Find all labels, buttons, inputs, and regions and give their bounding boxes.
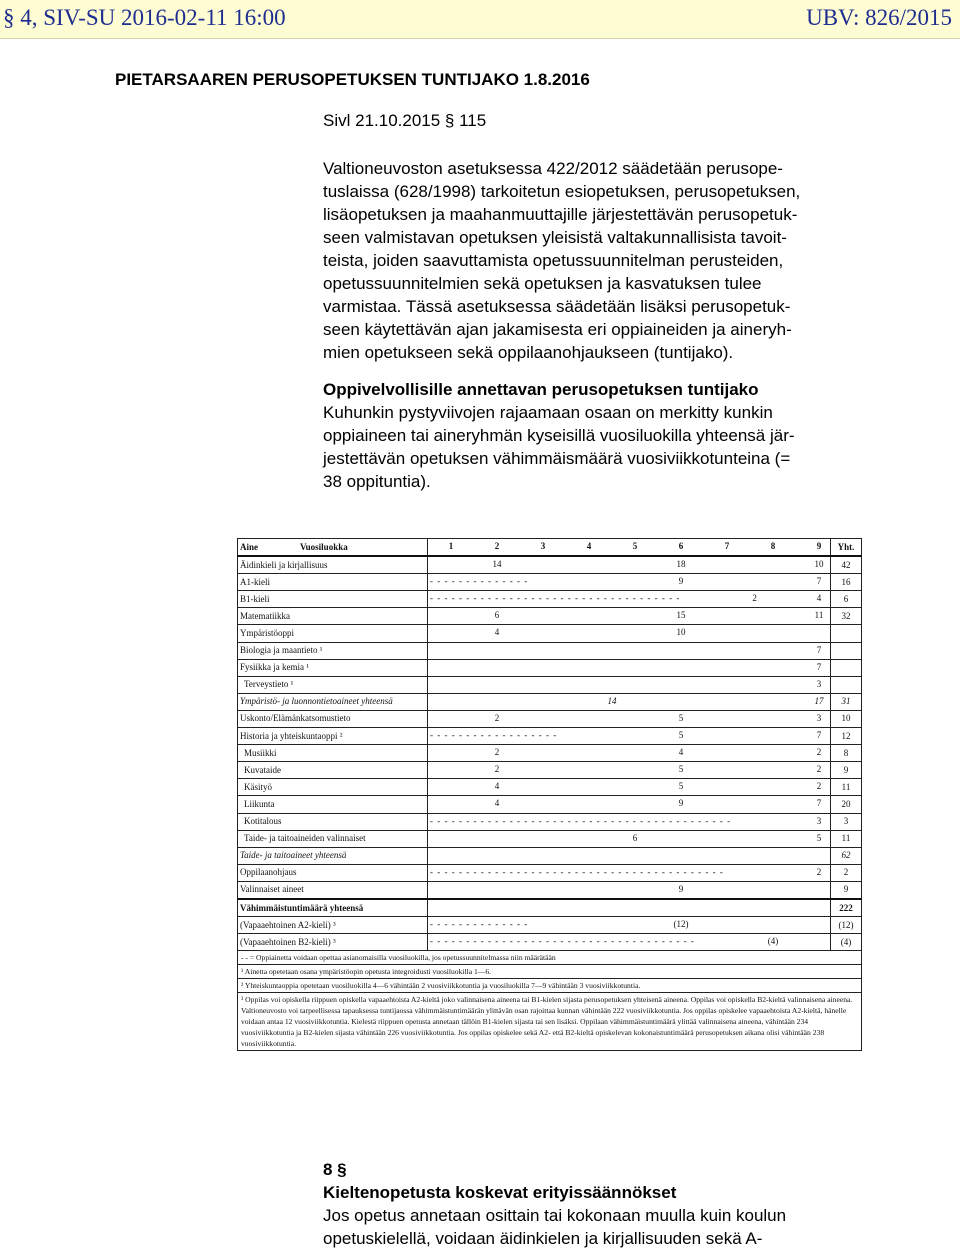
total-cell: 16 <box>831 574 862 591</box>
grade-value: 5 <box>678 730 684 741</box>
paragraph-line: Valtioneuvoston asetuksessa 422/2012 säädetään perusope- <box>323 159 783 178</box>
table-row <box>238 881 862 899</box>
table-row <box>238 693 862 710</box>
header-grade-number: 3 <box>540 541 546 551</box>
grade-values-cell <box>428 830 831 847</box>
grade-value: 4 <box>494 798 500 809</box>
header-grade-number: 8 <box>770 541 776 551</box>
grade-values-cell <box>428 625 831 642</box>
grade-values-cell <box>428 864 831 881</box>
table-row <box>238 762 862 779</box>
grade-value: 2 <box>816 781 822 792</box>
table-row <box>238 608 862 625</box>
table-footnote: ² Yhteiskuntaoppia opetetaan vuosiluokilla 4—6 vähintään 2 vuosiviikkotuntia ja vuosiluokilla 7—9 vähintään 3 vuosiviikkotuntia. <box>238 979 862 993</box>
table-row <box>238 745 862 762</box>
section-number: 8 § <box>323 1160 347 1179</box>
grade-values-cell <box>428 693 831 710</box>
header-grade-number: 9 <box>816 541 822 551</box>
paragraph-line: opetuskielellä, voidaan äidinkielen ja kirjallisuuden sekä A- <box>323 1229 763 1248</box>
subject-cell: B1-kieli <box>238 591 428 608</box>
grade-values-cell <box>428 710 831 727</box>
grade-value: 2 <box>816 764 822 775</box>
table-row <box>238 899 862 917</box>
total-cell <box>831 676 862 693</box>
grade-value: 2 <box>816 866 822 877</box>
paragraph-line: oppiaineen tai aineryhmän kyseisillä vuosiluokilla yhteensä jär- <box>323 426 795 445</box>
grade-value: 2 <box>752 593 757 604</box>
section-8 <box>323 1158 883 1250</box>
grade-value: 7 <box>816 661 822 672</box>
grade-values-cell <box>428 659 831 676</box>
subject-cell: Käsityö <box>238 779 428 796</box>
grade-value: 3 <box>816 712 822 723</box>
hours-table-grid <box>237 538 862 1051</box>
subject-cell: Uskonto/Elämänkatsomustieto <box>238 710 428 727</box>
subject-cell: Taide- ja taitoaineet yhteensä <box>238 847 428 864</box>
optional-dash-line: - - - - - - - - - - - - - - - - - - - - - - - - - - - - - - - - - - - <box>430 593 681 604</box>
subject-cell: Matematiikka <box>238 608 428 625</box>
header-grade-number: 1 <box>448 541 454 551</box>
grade-values-cell <box>428 556 831 574</box>
table-row <box>238 917 862 934</box>
table-row <box>238 676 862 693</box>
total-cell: 6 <box>831 591 862 608</box>
table-row <box>238 934 862 951</box>
total-cell: 9 <box>831 762 862 779</box>
table-row <box>238 830 862 847</box>
grade-value: 14 <box>607 695 617 706</box>
subject-cell: Biologia ja maantieto ¹ <box>238 642 428 659</box>
table-footnote: ³ Oppilas voi opiskella riippuen opiskella vapaaehtoista A2-kieltä joko valinnaisena aineena tai B1-kielen sijasta perusopetuksen yhteisenä aineena. Oppilas voi opiskella B2-kieltä valinnaisena aineena. Valtioneuvosto voi tarpeellisessa tapauksessa tuntijaossa vähimmäistuntimäärän ylittävän osan rajoittaa kunnan vähintään 222 vuosiviikkotuntia. Jos oppilas opiskelee vapaaehtoista A2-kieltä, hänelle voidaan antaa 12 vuosiviikkotuntia. Kielestä riippuen opetusta annetaan tällöin B1-kielen sijasta tai sen lisäksi. Oppilaan vähimmäistuntimäärä ylittää valinnaisena aineena, vähintään 234 vuosiviikkotuntia ja B2-kielen sijasta vähintään 226 vuosiviikkotuntia. Jos oppilas opiskelee sekä A2- että B2-kieltä opiskelevan kokonaistuntimäärä perusopetuksen aikana olisi vähintään 238 vuosiviikkotuntia. <box>238 993 862 1051</box>
subject-cell: Kuvataide <box>238 762 428 779</box>
subject-cell: Oppilaanohjaus <box>238 864 428 881</box>
paragraph-line: opetussuunnitelmien sekä opetuksen ja kasvatuksen tulee <box>323 274 762 293</box>
paragraph-line: seen käytettävän ajan jakamisesta eri oppiaineiden ja aineryh- <box>323 320 792 339</box>
table-row <box>238 847 862 864</box>
grade-value: 11 <box>814 610 824 621</box>
total-cell: 11 <box>831 779 862 796</box>
total-cell: 31 <box>831 693 862 710</box>
total-cell <box>831 625 862 642</box>
subject-cell: Musiikki <box>238 745 428 762</box>
paragraph-line: mien opetukseen sekä oppilaanohjaukseen (tuntijako). <box>323 343 734 362</box>
table-row <box>238 574 862 591</box>
section-heading: Kieltenopetusta koskevat erityissäännökset <box>323 1183 677 1202</box>
grade-value: 9 <box>678 798 684 809</box>
subject-cell: A1-kieli <box>238 574 428 591</box>
table-row <box>238 591 862 608</box>
grade-value: 4 <box>816 593 822 604</box>
grade-value: 2 <box>494 712 500 723</box>
grade-value: 4 <box>494 627 500 638</box>
grade-value: 5 <box>678 781 684 792</box>
intro-paragraph <box>323 157 863 364</box>
total-cell: 32 <box>831 608 862 625</box>
subject-cell: Vähimmäistuntimäärä yhteensä <box>238 899 428 917</box>
total-cell <box>831 642 862 659</box>
total-cell: 12 <box>831 728 862 745</box>
table-row <box>238 796 862 813</box>
grade-value: 6 <box>632 832 638 843</box>
table-row <box>238 659 862 676</box>
optional-dash-line: - - - - - - - - - - - - - - - - - - - - - - - - - - - - - - - - - - - - - <box>430 936 695 947</box>
grade-values-cell <box>428 762 831 779</box>
header-total-cell: Yht. <box>831 539 862 557</box>
grade-value: 10 <box>814 559 824 570</box>
table-note-row <box>238 993 862 1051</box>
total-cell: 62 <box>831 847 862 864</box>
header-subject-cell <box>238 539 428 557</box>
total-cell: (4) <box>831 934 862 951</box>
header-case-number: UBV: 826/2015 <box>806 5 952 30</box>
total-cell: 9 <box>831 881 862 899</box>
grade-values-cell <box>428 728 831 745</box>
timetable-description <box>323 378 863 493</box>
grade-value: 6 <box>494 610 500 621</box>
table-footnote: - - = Oppiainetta voidaan opettaa asianomaisilla vuosiluokilla, jos opetussuunnitelmassa niin määrätään <box>238 951 862 965</box>
header-aine: Aine <box>240 541 258 552</box>
section-heading: Oppivelvollisille annettavan perusopetuksen tuntijako <box>323 380 759 399</box>
header-grade-number: 5 <box>632 541 638 551</box>
grade-values-cell <box>428 608 831 625</box>
grade-values-cell <box>428 779 831 796</box>
header-meeting-reference: § 4, SIV-SU 2016-02-11 16:00 <box>3 5 286 30</box>
grade-values-cell <box>428 899 831 917</box>
grade-values-cell <box>428 642 831 659</box>
table-header-row <box>238 539 862 557</box>
grade-values-cell <box>428 574 831 591</box>
paragraph-line: Kuhunkin pystyviivojen rajaamaan osaan on merkitty kunkin <box>323 403 773 422</box>
header-vuosiluokka: Vuosiluokka <box>300 541 348 552</box>
subject-cell: Terveystieto ¹ <box>238 676 428 693</box>
grade-value: 2 <box>494 747 500 758</box>
grade-value: (4) <box>767 936 779 947</box>
grade-value: 10 <box>676 627 686 638</box>
optional-dash-line: - - - - - - - - - - - - - - <box>430 919 529 930</box>
grade-values-cell <box>428 745 831 762</box>
grade-value: 5 <box>816 832 822 843</box>
paragraph-line: teista, joiden saavuttamista opetussuunnitelman perusteiden, <box>323 251 784 270</box>
table-note-row <box>238 979 862 993</box>
grade-value: 14 <box>492 559 502 570</box>
total-cell: 222 <box>831 899 862 917</box>
optional-dash-line: - - - - - - - - - - - - - - - - - - - - - - - - - - - - - - - - - - - - - - - - - - <box>430 815 732 826</box>
paragraph-line: varmistaa. Tässä asetuksessa säädetään lisäksi perusopetuk- <box>323 297 791 316</box>
grade-values-cell <box>428 676 831 693</box>
subject-cell: Valinnaiset aineet <box>238 881 428 899</box>
section-reference: Sivl 21.10.2015 § 115 <box>323 111 487 130</box>
total-cell: 8 <box>831 745 862 762</box>
grade-value: 2 <box>816 747 822 758</box>
document-header-bar <box>0 0 960 39</box>
subject-cell: Historia ja yhteiskuntaoppi ² <box>238 728 428 745</box>
grade-value: 2 <box>494 764 500 775</box>
optional-dash-line: - - - - - - - - - - - - - - - - - - - - - - - - - - - - - - - - - - - - - - - - - <box>430 866 724 877</box>
subject-cell: Liikunta <box>238 796 428 813</box>
table-row <box>238 556 862 574</box>
grade-values-cell <box>428 813 831 830</box>
total-cell: 42 <box>831 556 862 574</box>
grade-value: 4 <box>494 781 500 792</box>
subject-cell: (Vapaaehtoinen B2-kieli) ³ <box>238 934 428 951</box>
grade-value: 4 <box>678 747 684 758</box>
grade-value: 5 <box>678 712 684 723</box>
subject-cell: Ympäristö- ja luonnontietoaineet yhteensä <box>238 693 428 710</box>
header-grade-number: 7 <box>724 541 730 551</box>
document-title: PIETARSAAREN PERUSOPETUKSEN TUNTIJAKO 1.8.2016 <box>115 70 590 89</box>
total-cell: 2 <box>831 864 862 881</box>
table-row <box>238 642 862 659</box>
paragraph-line: lisäopetuksen ja maahanmuuttajille järjestettävän perusopetuk- <box>323 205 798 224</box>
total-cell <box>831 659 862 676</box>
header-grade-number: 4 <box>586 541 592 551</box>
table-row <box>238 779 862 796</box>
grade-value: 3 <box>816 678 822 689</box>
lesson-hours-table <box>237 538 862 1091</box>
grade-value: 9 <box>678 883 684 894</box>
table-row <box>238 625 862 642</box>
grade-value: 7 <box>816 644 822 655</box>
header-grade-number: 2 <box>494 541 500 551</box>
paragraph-line: Jos opetus annetaan osittain tai kokonaan muulla kuin koulun <box>323 1206 787 1225</box>
subject-cell: Fysiikka ja kemia ¹ <box>238 659 428 676</box>
paragraph-line: seen valmistavan opetuksen yleisistä valtakunnallisista tavoit- <box>323 228 787 247</box>
subject-cell: Äidinkieli ja kirjallisuus <box>238 556 428 574</box>
total-cell: 11 <box>831 830 862 847</box>
paragraph-line: jestettävän opetuksen vähimmäismäärä vuosiviikkotunteina (= <box>323 449 791 468</box>
grade-values-cell <box>428 881 831 899</box>
grade-value: (12) <box>673 919 689 930</box>
paragraph-line: tuslaissa (628/1998) tarkoitetun esiopetuksen, perusopetuksen, <box>323 182 801 201</box>
grade-values-cell <box>428 917 831 934</box>
grade-values-cell <box>428 796 831 813</box>
optional-dash-line: - - - - - - - - - - - - - - - - - - <box>430 730 558 741</box>
grade-value: 3 <box>816 815 822 826</box>
grade-value: 7 <box>816 798 822 809</box>
table-note-row <box>238 965 862 979</box>
grade-values-cell <box>428 934 831 951</box>
subject-cell: Ympäristöoppi <box>238 625 428 642</box>
table-row <box>238 710 862 727</box>
table-row <box>238 813 862 830</box>
table-note-row <box>238 951 862 965</box>
grade-values-cell <box>428 847 831 864</box>
table-footnote: ¹ Ainetta opetetaan osana ympäristöopin opetusta integroidusti vuosiluokilla 1—6. <box>238 965 862 979</box>
subject-cell: Kotitalous <box>238 813 428 830</box>
grade-values-cell <box>428 591 831 608</box>
grade-value: 7 <box>816 730 822 741</box>
grade-value: 17 <box>814 695 824 706</box>
table-row <box>238 864 862 881</box>
table-row <box>238 728 862 745</box>
header-grades-cell <box>428 539 831 557</box>
grade-value: 5 <box>678 764 684 775</box>
total-cell: 3 <box>831 813 862 830</box>
grade-value: 9 <box>678 576 684 587</box>
header-grade-number: 6 <box>678 541 684 551</box>
optional-dash-line: - - - - - - - - - - - - - - <box>430 576 529 587</box>
total-cell: (12) <box>831 917 862 934</box>
grade-value: 7 <box>816 576 822 587</box>
total-cell: 10 <box>831 710 862 727</box>
subject-cell: Taide- ja taitoaineiden valinnaiset <box>238 830 428 847</box>
total-cell: 20 <box>831 796 862 813</box>
paragraph-line: 38 oppituntia). <box>323 472 431 491</box>
grade-value: 18 <box>676 559 686 570</box>
grade-value: 15 <box>676 610 686 621</box>
subject-cell: (Vapaaehtoinen A2-kieli) ³ <box>238 917 428 934</box>
